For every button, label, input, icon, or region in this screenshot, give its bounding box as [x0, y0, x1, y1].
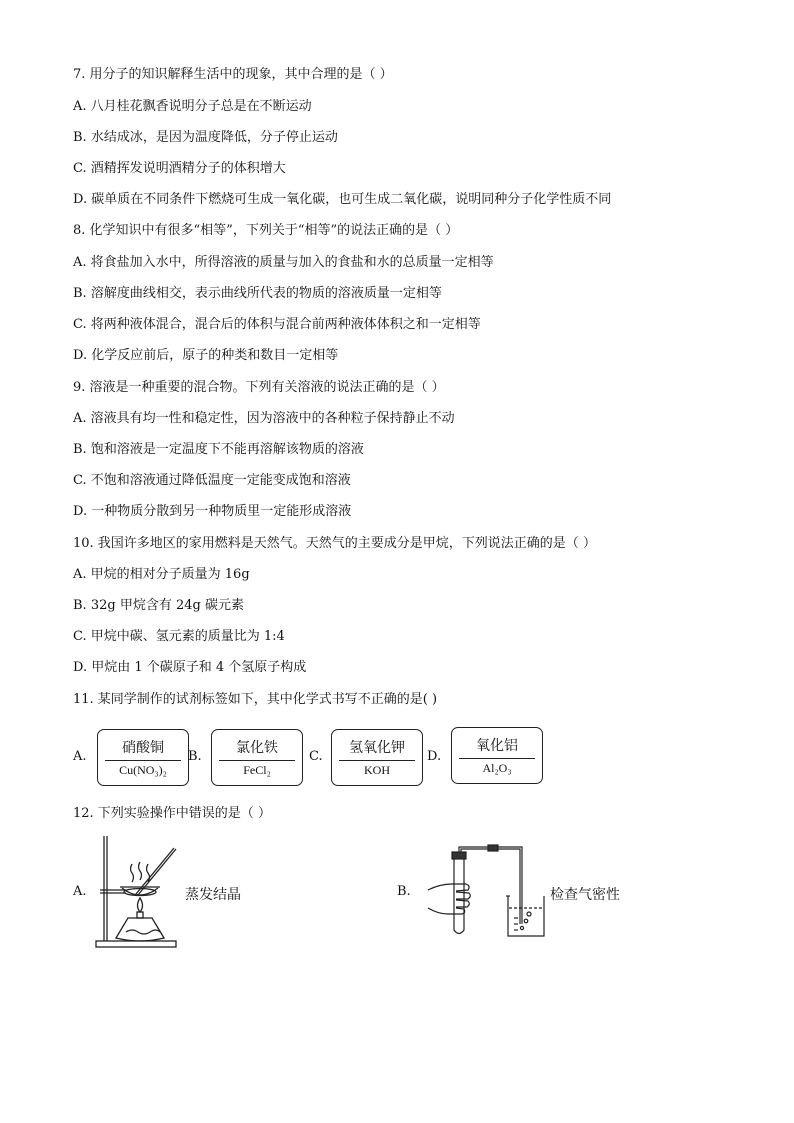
reagent-label-b	[211, 729, 303, 786]
q8-stem: 8. 化学知识中有很多“相等”，下列关于“相等”的说法正确的是（ ）	[73, 223, 459, 238]
q9-option-d: D. 一种物质分散到另一种物质里一定能形成溶液	[73, 504, 352, 519]
q7-option-b: B. 水结成冰，是因为温度降低，分子停止运动	[73, 130, 338, 145]
reagent-label-c	[331, 729, 423, 786]
reagent-label-a	[97, 729, 189, 786]
q9-option-b: B. 饱和溶液是一定温度下不能再溶解该物质的溶液	[73, 442, 364, 457]
q8-option-d: D. 化学反应前后，原子的种类和数目一定相等	[73, 348, 339, 363]
q12-caption-a: 蒸发结晶	[185, 887, 241, 903]
q7-option-d: D. 碳单质在不同条件下燃烧可生成一氧化碳，也可生成二氧化碳，说明同种分子化学性质不同	[73, 192, 612, 207]
q9-stem: 9. 溶液是一种重要的混合物。下列有关溶液的说法正确的是（ ）	[73, 380, 445, 395]
label-a-name: 硝酸铜	[122, 740, 164, 756]
q10-stem: 10. 我国许多地区的家用燃料是天然气。天然气的主要成分是甲烷，下列说法正确的是（ ）	[73, 536, 596, 551]
label-b-name: 氯化铁	[236, 740, 278, 756]
label-d-divider	[459, 758, 535, 759]
q11-letter-b: B.	[188, 749, 202, 764]
q10-option-c: C. 甲烷中碳、氢元素的质量比为 1:4	[73, 629, 285, 644]
q8-option-a: A. 将食盐加入水中，所得溶液的质量与加入的食盐和水的总质量一定相等	[73, 255, 494, 270]
label-d-name: 氧化铝	[476, 738, 518, 754]
q11-letter-a: A.	[73, 749, 87, 764]
q10-option-a: A. 甲烷的相对分子质量为 16g	[73, 567, 250, 582]
evaporation-apparatus-illustration	[92, 832, 180, 950]
q7-stem: 7. 用分子的知识解释生活中的现象，其中合理的是（ ）	[73, 67, 393, 82]
q11-letter-c: C.	[309, 749, 323, 764]
label-c-formula: KOH	[364, 763, 390, 777]
q12-letter-a: A.	[73, 884, 87, 899]
label-b-formula: FeCl₂	[243, 763, 271, 777]
q10-option-d: D. 甲烷由 1 个碳原子和 4 个氢原子构成	[73, 660, 307, 675]
q10-option-b: B. 32g 甲烷含有 24g 碳元素	[73, 598, 244, 613]
label-b-divider	[219, 760, 295, 761]
q7-option-c: C. 酒精挥发说明酒精分子的体积增大	[73, 161, 286, 176]
label-c-divider	[339, 760, 415, 761]
q11-stem: 11. 某同学制作的试剂标签如下，其中化学式书写不正确的是( )	[73, 692, 438, 707]
label-a-divider	[105, 760, 181, 761]
q12-caption-b: 检查气密性	[550, 887, 620, 903]
q9-option-c: C. 不饱和溶液通过降低温度一定能变成饱和溶液	[73, 473, 351, 488]
reagent-label-d	[451, 727, 543, 784]
label-a-formula: Cu(NO₃)₂	[119, 763, 167, 777]
q9-option-a: A. 溶液具有均一性和稳定性，因为溶液中的各种粒子保持静止不动	[73, 411, 455, 426]
q8-option-b: B. 溶解度曲线相交，表示曲线所代表的物质的溶液质量一定相等	[73, 286, 442, 301]
q12-stem: 12. 下列实验操作中错误的是（ ）	[73, 806, 271, 821]
q8-option-c: C. 将两种液体混合，混合后的体积与混合前两种液体体积之和一定相等	[73, 317, 481, 332]
airtightness-check-illustration	[426, 844, 548, 940]
label-c-name: 氢氧化钾	[349, 740, 405, 756]
q12-letter-b: B.	[397, 884, 411, 899]
q7-option-a: A. 八月桂花飘香说明分子总是在不断运动	[73, 99, 312, 114]
q11-letter-d: D.	[427, 749, 442, 764]
label-d-formula: Al₂O₃	[482, 761, 512, 775]
